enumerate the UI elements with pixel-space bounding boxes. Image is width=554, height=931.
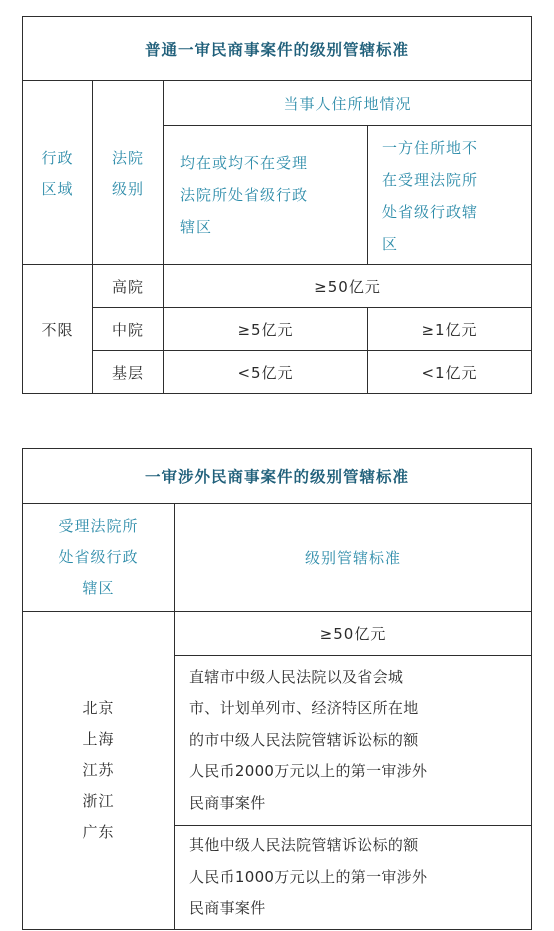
foreign-intermediate-major-city: 直辖市中级人民法院以及省会城 市、计划单列市、经济特区所在地 的市中级人民法院管辖诉讼标的额 人民币2000万元以上的第一审涉外 民商事案件 xyxy=(175,656,532,826)
header-residence: 当事人住所地情况 xyxy=(164,81,532,126)
intermediate-both-threshold: ≥5亿元 xyxy=(164,308,368,351)
table2-title: 一审涉外民商事案件的级别管辖标准 xyxy=(23,449,532,504)
header-jurisdiction-standard: 级别管辖标准 xyxy=(175,504,532,612)
region-item: 广东 xyxy=(82,823,115,841)
header-region: 行政 区域 xyxy=(23,81,93,265)
regions-list xyxy=(23,612,175,930)
header-court-level: 法院 级别 xyxy=(93,81,164,265)
basic-both-threshold: <5亿元 xyxy=(164,351,368,394)
basic-one-threshold: <1亿元 xyxy=(368,351,532,394)
court-intermediate: 中院 xyxy=(93,308,164,351)
header-both-in-province: 均在或均不在受理 法院所处省级行政 辖区 xyxy=(164,126,368,265)
intermediate-one-threshold: ≥1亿元 xyxy=(368,308,532,351)
court-high: 高院 xyxy=(93,265,164,308)
region-item: 江苏 xyxy=(82,761,115,779)
table-foreign-jurisdiction xyxy=(22,448,532,930)
region-item: 上海 xyxy=(82,730,115,748)
table1-title: 普通一审民商事案件的级别管辖标准 xyxy=(23,17,532,81)
court-basic: 基层 xyxy=(93,351,164,394)
region-unlimited: 不限 xyxy=(23,265,93,394)
region-item: 北京 xyxy=(82,699,115,717)
foreign-intermediate-other: 其他中级人民法院管辖诉讼标的额 人民币1000万元以上的第一审涉外 民商事案件 xyxy=(175,826,532,930)
high-court-threshold: ≥50亿元 xyxy=(164,265,532,308)
header-accepting-court-province: 受理法院所 处省级行政 辖区 xyxy=(23,504,175,612)
header-one-outside-province: 一方住所地不 在受理法院所 处省级行政辖 区 xyxy=(368,126,532,265)
foreign-high-court-threshold: ≥50亿元 xyxy=(175,612,532,656)
region-item: 浙江 xyxy=(82,792,115,810)
table-ordinary-jurisdiction xyxy=(22,16,532,394)
